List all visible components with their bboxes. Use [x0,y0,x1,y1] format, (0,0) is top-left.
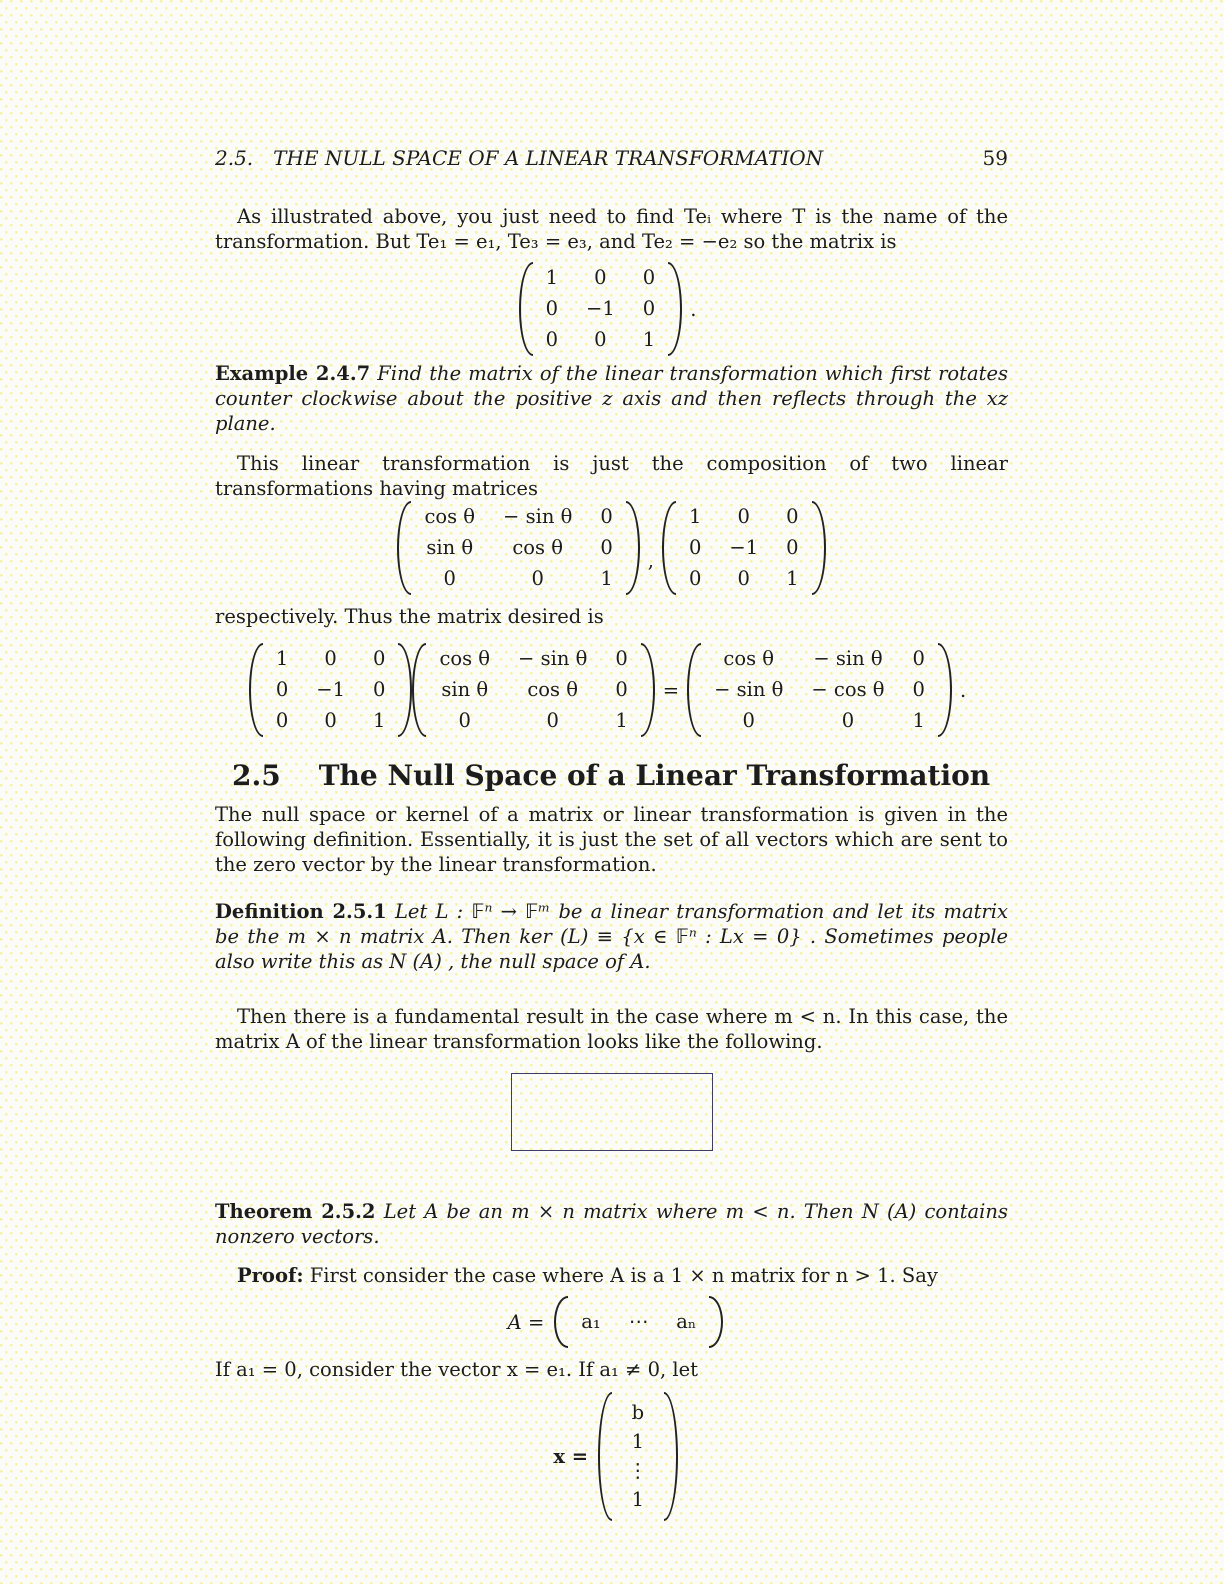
matrix-cell: 0 [531,567,544,590]
matrix-cell: 0 [458,709,471,732]
matrix-grid [533,262,669,356]
matrix-cell: sin θ [441,678,489,701]
matrix-cell: 0 [546,709,559,732]
matrix-grid [612,1392,664,1521]
matrix-cell: 0 [688,536,702,559]
figure-container [215,1073,1008,1151]
matrix-reflection-factor [249,643,413,737]
matrix-cell: ⋮ [628,1459,648,1482]
matrix-cell: 0 [912,678,925,701]
equation-reflection-matrix [215,262,1008,356]
matrix-cell: 0 [786,505,799,528]
matrix-cell: − sin θ [813,647,883,670]
empty-figure-box [511,1073,713,1151]
example-label: Example 2.4.7 [215,362,371,385]
equation-row-matrix [215,1296,1008,1348]
equation-lhs-x: x = [553,1445,589,1468]
matrix-cell: 1 [373,709,386,732]
matrix-cell: 0 [737,567,750,590]
matrix-row-a [554,1296,723,1348]
equation-column-vector [215,1392,1008,1521]
matrix-cell: 0 [642,297,656,320]
matrix-cell: 0 [373,678,386,701]
matrix-cell: 1 [275,647,289,670]
matrix-cell: 0 [737,505,750,528]
definition-body: Let L : 𝔽ⁿ → 𝔽ᵐ be a linear transformation and let its matrix be the m × n matrix A. Then ker (L) ≡ {x ∈ 𝔽ⁿ : Lx = 0} . Sometimes people also write this as N (A) , the null space of A. [215,900,1008,973]
paragraph-nullspace-intro: The null space or kernel of a matrix or linear transformation is given in the following definition. Essentially, it is just the set of all vectors which are sent to the zero vector by the linear transformation. [215,803,1008,876]
right-paren [641,643,655,737]
definition-label: Definition 2.5.1 [215,900,387,923]
left-paren [598,1392,612,1521]
matrix-grid [411,501,625,595]
matrix-cell: 0 [615,678,628,701]
matrix-cell: −1 [729,536,759,559]
matrix-cell: 0 [545,297,559,320]
matrix-cell: b [631,1401,645,1424]
proof-label: Proof: [237,1264,304,1287]
running-header-section-title: THE NULL SPACE OF A LINEAR TRANSFORMATION [273,146,824,170]
paragraph-composition: This linear transformation is just the composition of two linear transformations having matrices [215,452,1008,500]
left-paren [687,643,701,737]
left-paren [397,501,411,595]
definition-2-5-1 [215,899,1008,974]
matrix-cell: a₁ [581,1310,601,1333]
equation-comma: , [647,548,654,572]
right-paren [938,643,952,737]
section-heading [215,759,1008,793]
matrix-reflection-second [662,501,826,595]
theorem-label: Theorem 2.5.2 [215,1200,376,1223]
theorem-2-5-2 [215,1199,1008,1249]
equation-two-matrices [215,501,1008,595]
right-paren [709,1296,723,1348]
equals-sign: = [662,678,680,702]
section-number: 2.5 [232,759,281,792]
matrix-cell: 0 [742,709,755,732]
example-body: Find the matrix of the linear transformation which first rotates counter clockwise about the positive z axis and then reflects through the xz plane. [215,362,1008,435]
matrix-cell: cos θ [512,536,563,559]
matrix-cell: 0 [373,647,386,670]
theorem-body: Let A be an m × n matrix where m < n. Then N (A) contains nonzero vectors. [215,1200,1008,1248]
matrix-cell: ⋯ [628,1310,649,1333]
vector-x [598,1392,678,1521]
matrix-cell: 0 [912,647,925,670]
matrix-cell: 1 [600,567,613,590]
left-paren [249,643,263,737]
right-paren [664,1392,678,1521]
matrix-grid [568,1296,709,1348]
running-header-title [215,146,823,171]
matrix-cell: 0 [786,536,799,559]
matrix-cell: −1 [316,678,346,701]
matrix-cell: 1 [688,505,702,528]
matrix-cell: 0 [594,266,607,289]
matrix-reflection [519,262,683,356]
paragraph-intro: As illustrated above, you just need to find Teᵢ where T is the name of the transformation. But Te₁ = e₁, Te₃ = e₃, and Te₂ = −e₂ so the matrix is [215,205,1008,253]
matrix-cell: 1 [631,1430,645,1453]
page-number: 59 [982,146,1008,170]
matrix-cell: − sin θ [503,505,573,528]
matrix-grid [701,643,938,737]
matrix-cell: − cos θ [811,678,885,701]
matrix-cell: 0 [642,266,656,289]
matrix-cell: 0 [545,328,559,351]
matrix-cell: 1 [642,328,656,351]
matrix-cell: 0 [275,678,289,701]
equation-period: . [959,678,967,702]
matrix-product-result [687,643,952,737]
matrix-cell: 1 [615,709,628,732]
matrix-cell: − sin θ [518,647,588,670]
right-paren [398,643,412,737]
matrix-rotation-factor [412,643,654,737]
matrix-cell: 0 [594,328,607,351]
right-paren [668,262,682,356]
paragraph-fundamental-result: Then there is a fundamental result in the case where m < n. In this case, the matrix A of the linear transformation looks like the following. [215,1005,1008,1053]
left-paren [412,643,426,737]
matrix-rotation [397,501,639,595]
matrix-cell: 0 [600,536,613,559]
matrix-cell: 0 [841,709,855,732]
matrix-cell: −1 [586,297,615,320]
matrix-cell: 0 [324,647,337,670]
matrix-cell: cos θ [723,647,775,670]
matrix-cell: 1 [786,567,799,590]
proof-body: First consider the case where A is a 1 × n matrix for n > 1. Say [309,1264,938,1287]
proof-paragraph [215,1263,1008,1288]
matrix-grid [263,643,399,737]
equation-matrix-product [215,643,1008,737]
matrix-cell: 0 [615,647,628,670]
running-header-section-number: 2.5. [215,146,254,170]
matrix-cell: 1 [631,1488,645,1511]
equation-lhs-A: A = [507,1310,545,1334]
matrix-cell: 0 [275,709,289,732]
matrix-cell: cos θ [424,505,476,528]
left-paren [662,501,676,595]
paragraph-respectively: respectively. Thus the matrix desired is [215,605,604,628]
section-title: The Null Space of a Linear Transformation [318,759,991,792]
matrix-cell: 0 [600,505,613,528]
matrix-cell: sin θ [426,536,474,559]
right-paren [626,501,640,595]
paragraph-case-a1: If a₁ = 0, consider the vector x = e₁. If a₁ ≠ 0, let [215,1358,699,1381]
left-paren [554,1296,568,1348]
matrix-cell: 0 [688,567,702,590]
running-header [215,146,1008,171]
matrix-cell: 0 [443,567,456,590]
equation-period: . [690,297,697,321]
matrix-cell: 1 [912,709,925,732]
matrix-cell: 1 [545,266,559,289]
left-paren [519,262,533,356]
matrix-cell: − sin θ [714,678,784,701]
right-paren [812,501,826,595]
matrix-cell: cos θ [527,678,578,701]
example-2-4-7 [215,361,1008,436]
matrix-cell: 0 [324,709,337,732]
matrix-grid [676,501,812,595]
matrix-grid [426,643,640,737]
matrix-cell: cos θ [439,647,491,670]
matrix-cell: aₙ [676,1310,697,1333]
